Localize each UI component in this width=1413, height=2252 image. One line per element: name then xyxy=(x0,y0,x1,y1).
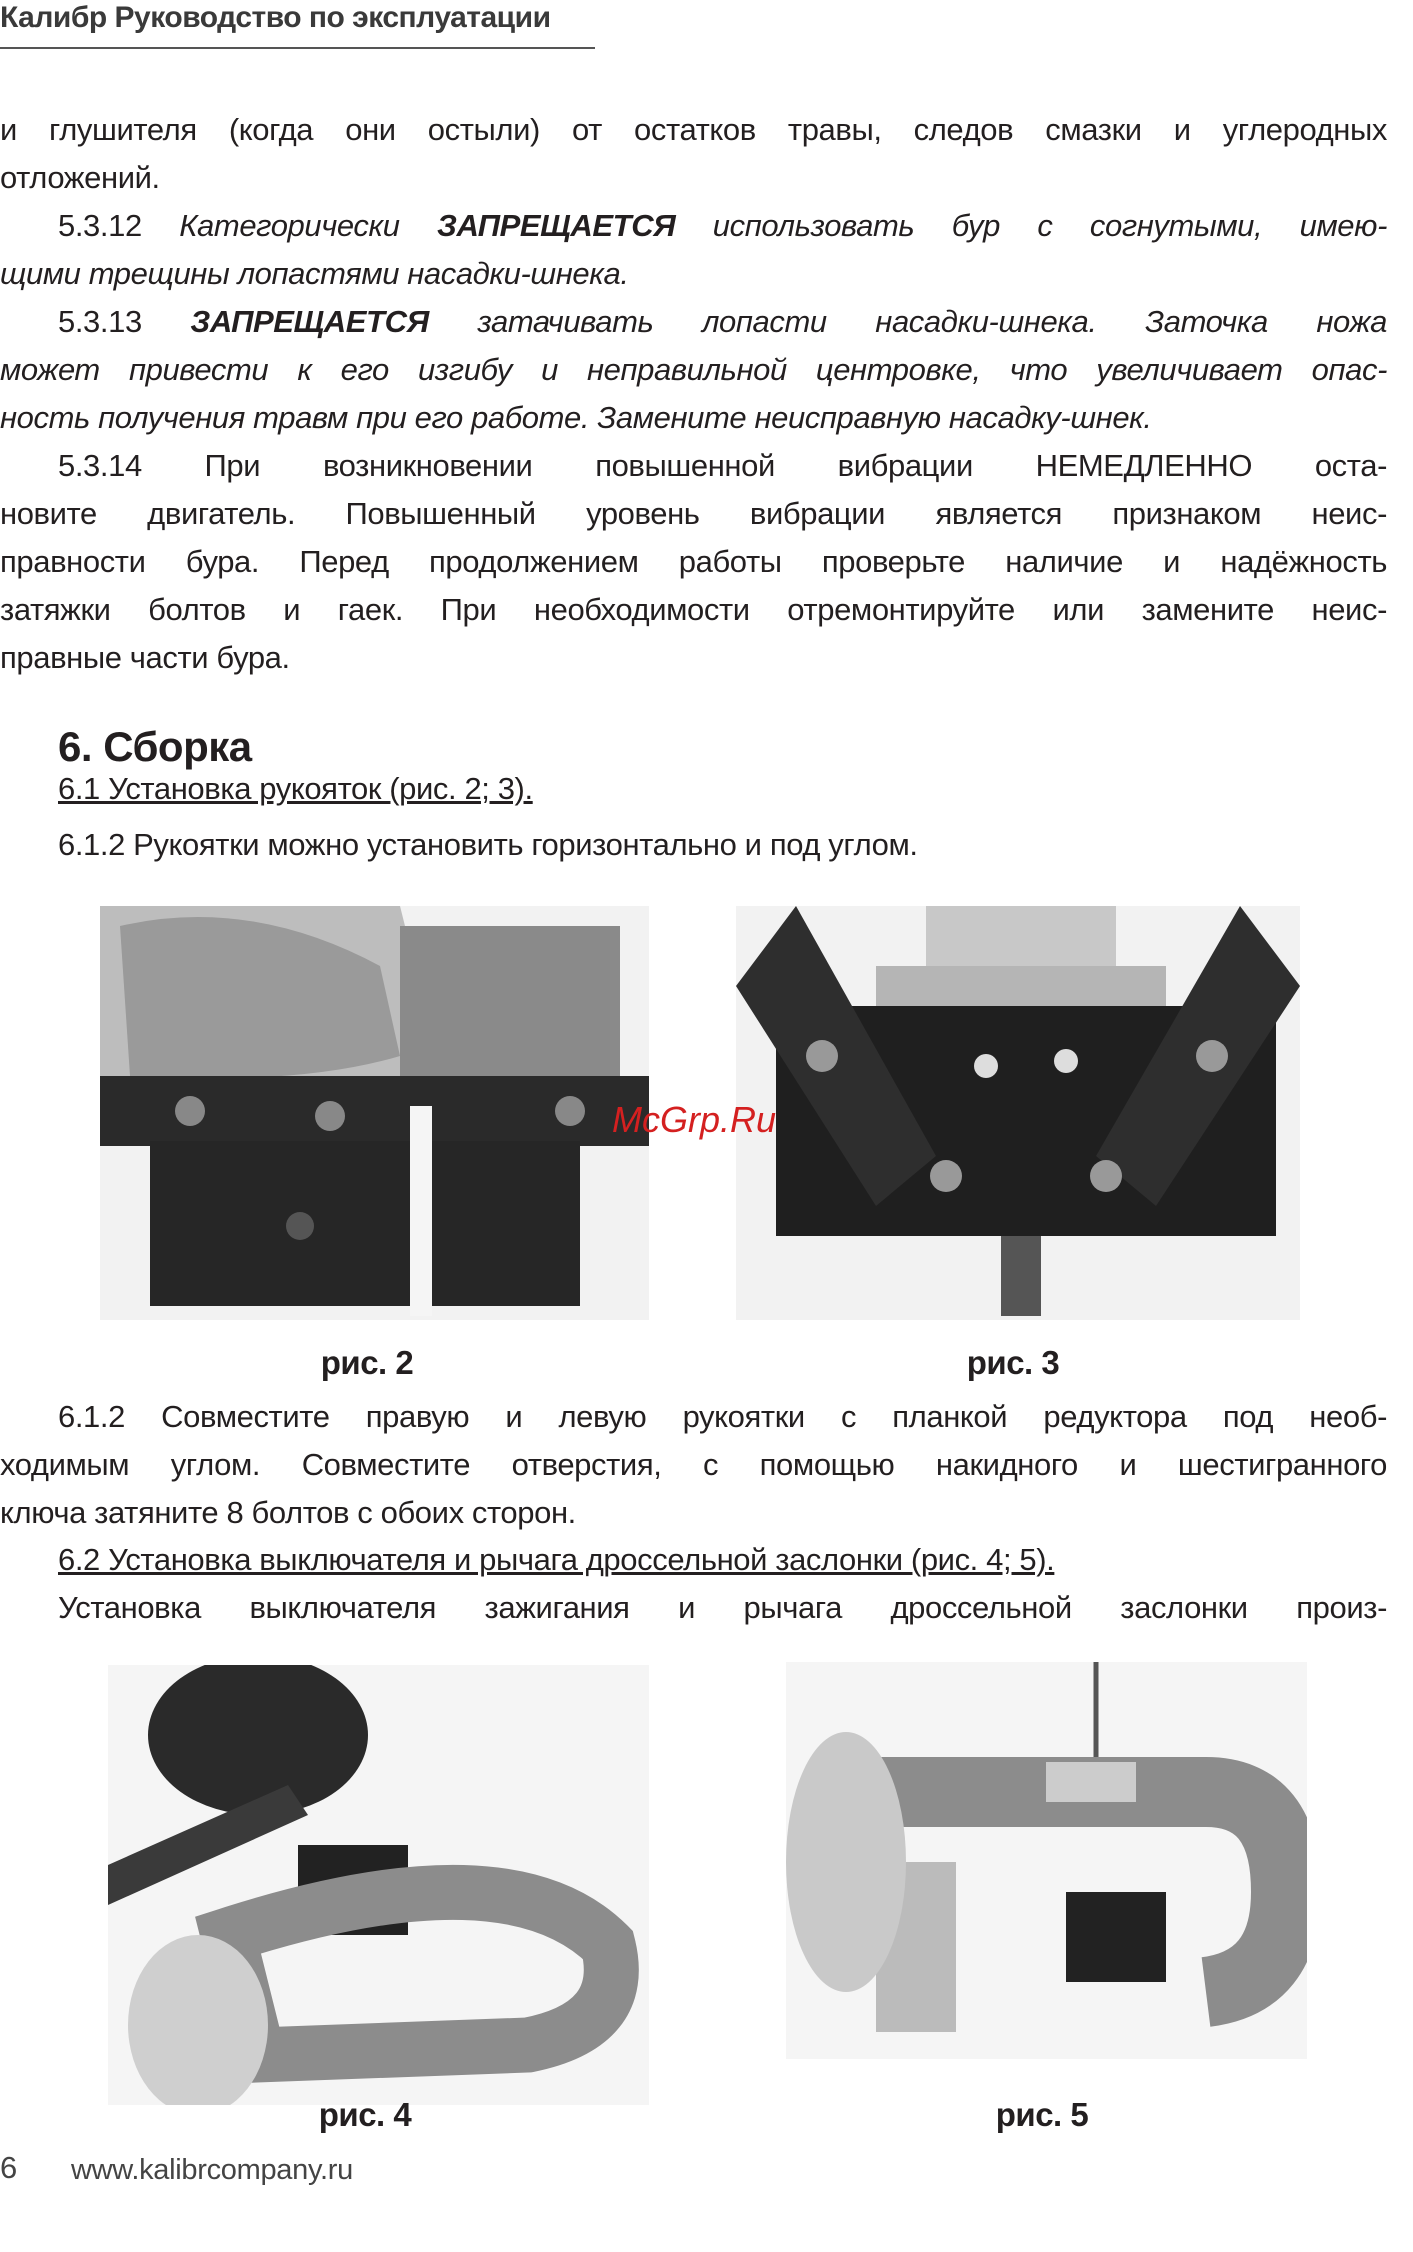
text-line xyxy=(58,298,1387,346)
subsection-heading xyxy=(58,1536,1387,1584)
watermark: McGrp.Ru xyxy=(612,1099,777,1140)
figure-2-photo xyxy=(100,906,649,1320)
text-line xyxy=(0,394,1387,442)
text-segment: ключа затяните 8 болтов с обоих сторон. xyxy=(0,1495,576,1530)
text-line xyxy=(58,1393,1387,1441)
figure-2-caption: рис. 2 xyxy=(320,1344,414,1381)
text-line xyxy=(58,821,1387,869)
text-segment: 6.1 Установка рукояток (рис. 2; 3). xyxy=(58,771,533,806)
text-line xyxy=(0,490,1387,538)
text-segment: 5.3.13 xyxy=(58,304,191,339)
text-segment: ходимым углом. Совместите отверстия, с помощью накидного и шестигранного xyxy=(0,1447,1387,1482)
text-segment: и глушителя (когда они остыли) от остатков травы, следов смазки и углеродных xyxy=(0,112,1387,147)
text-line xyxy=(0,1489,1387,1537)
text-line xyxy=(0,634,1387,682)
subsection-heading xyxy=(58,765,1387,813)
text-segment: затяжки болтов и гаек. При необходимости отремонтируйте или замените неис- xyxy=(0,592,1387,627)
text-segment: Категорически xyxy=(179,208,437,243)
text-segment: 6.2 Установка выключателя и рычага дроссельной заслонки (рис. 4; 5). xyxy=(58,1542,1055,1577)
text-segment: Установка выключателя зажигания и рычага дроссельной заслонки произ- xyxy=(58,1590,1387,1625)
text-segment: правности бура. Перед продолжением работы проверьте наличие и надёжность xyxy=(0,544,1387,579)
text-segment: ЗАПРЕЩАЕТСЯ xyxy=(190,304,429,339)
text-segment: 5.3.14 При возникновении повышенной вибрации НЕМЕДЛЕННО оста- xyxy=(58,448,1387,483)
page-number: 6 xyxy=(0,2150,18,2185)
text-segment: использовать бур с согнутыми, имею- xyxy=(675,208,1387,243)
text-line xyxy=(0,154,1387,202)
figure-3-caption: рис. 3 xyxy=(966,1344,1060,1381)
figure-3-photo xyxy=(736,906,1300,1320)
text-segment: отложений. xyxy=(0,160,160,195)
footer-url: www.kalibrcompany.ru xyxy=(71,2154,353,2186)
text-segment: щими трещины лопастями насадки-шнека. xyxy=(0,256,629,291)
text-line xyxy=(0,538,1387,586)
section-heading: 6. Сборка xyxy=(58,723,252,770)
text-segment: ЗАПРЕЩАЕТСЯ xyxy=(436,208,676,243)
running-header: Калибр Руководство по эксплуатации xyxy=(0,1,551,34)
text-line xyxy=(58,202,1387,250)
text-segment: 6.1.2 Рукоятки можно установить горизонтально и под углом. xyxy=(58,827,918,862)
text-segment: ность получения травм при его работе. Замените неисправную насадку-шнек. xyxy=(0,400,1152,435)
text-line xyxy=(0,250,1387,298)
text-line xyxy=(58,442,1387,490)
text-line xyxy=(58,1584,1387,1632)
text-segment: может привести к его изгибу и неправильной центровке, что увеличивает опас- xyxy=(0,352,1387,387)
text-line xyxy=(0,586,1387,634)
text-segment: 5.3.12 xyxy=(58,208,180,243)
text-segment: затачивать лопасти насадки-шнека. Заточка ножа xyxy=(428,304,1387,339)
text-line xyxy=(0,106,1387,154)
figure-4-caption: рис. 4 xyxy=(318,2096,412,2133)
text-segment: правные части бура. xyxy=(0,640,290,675)
text-segment: новите двигатель. Повышенный уровень вибрации является признаком неис- xyxy=(0,496,1387,531)
figure-4-photo xyxy=(108,1665,649,2105)
figure-5-photo xyxy=(786,1662,1307,2059)
text-line xyxy=(0,1441,1387,1489)
text-line xyxy=(0,346,1387,394)
text-segment: 6.1.2 Совместите правую и левую рукоятки с планкой редуктора под необ- xyxy=(58,1399,1387,1434)
header-rule xyxy=(0,47,595,49)
figure-5-caption: рис. 5 xyxy=(995,2096,1089,2133)
